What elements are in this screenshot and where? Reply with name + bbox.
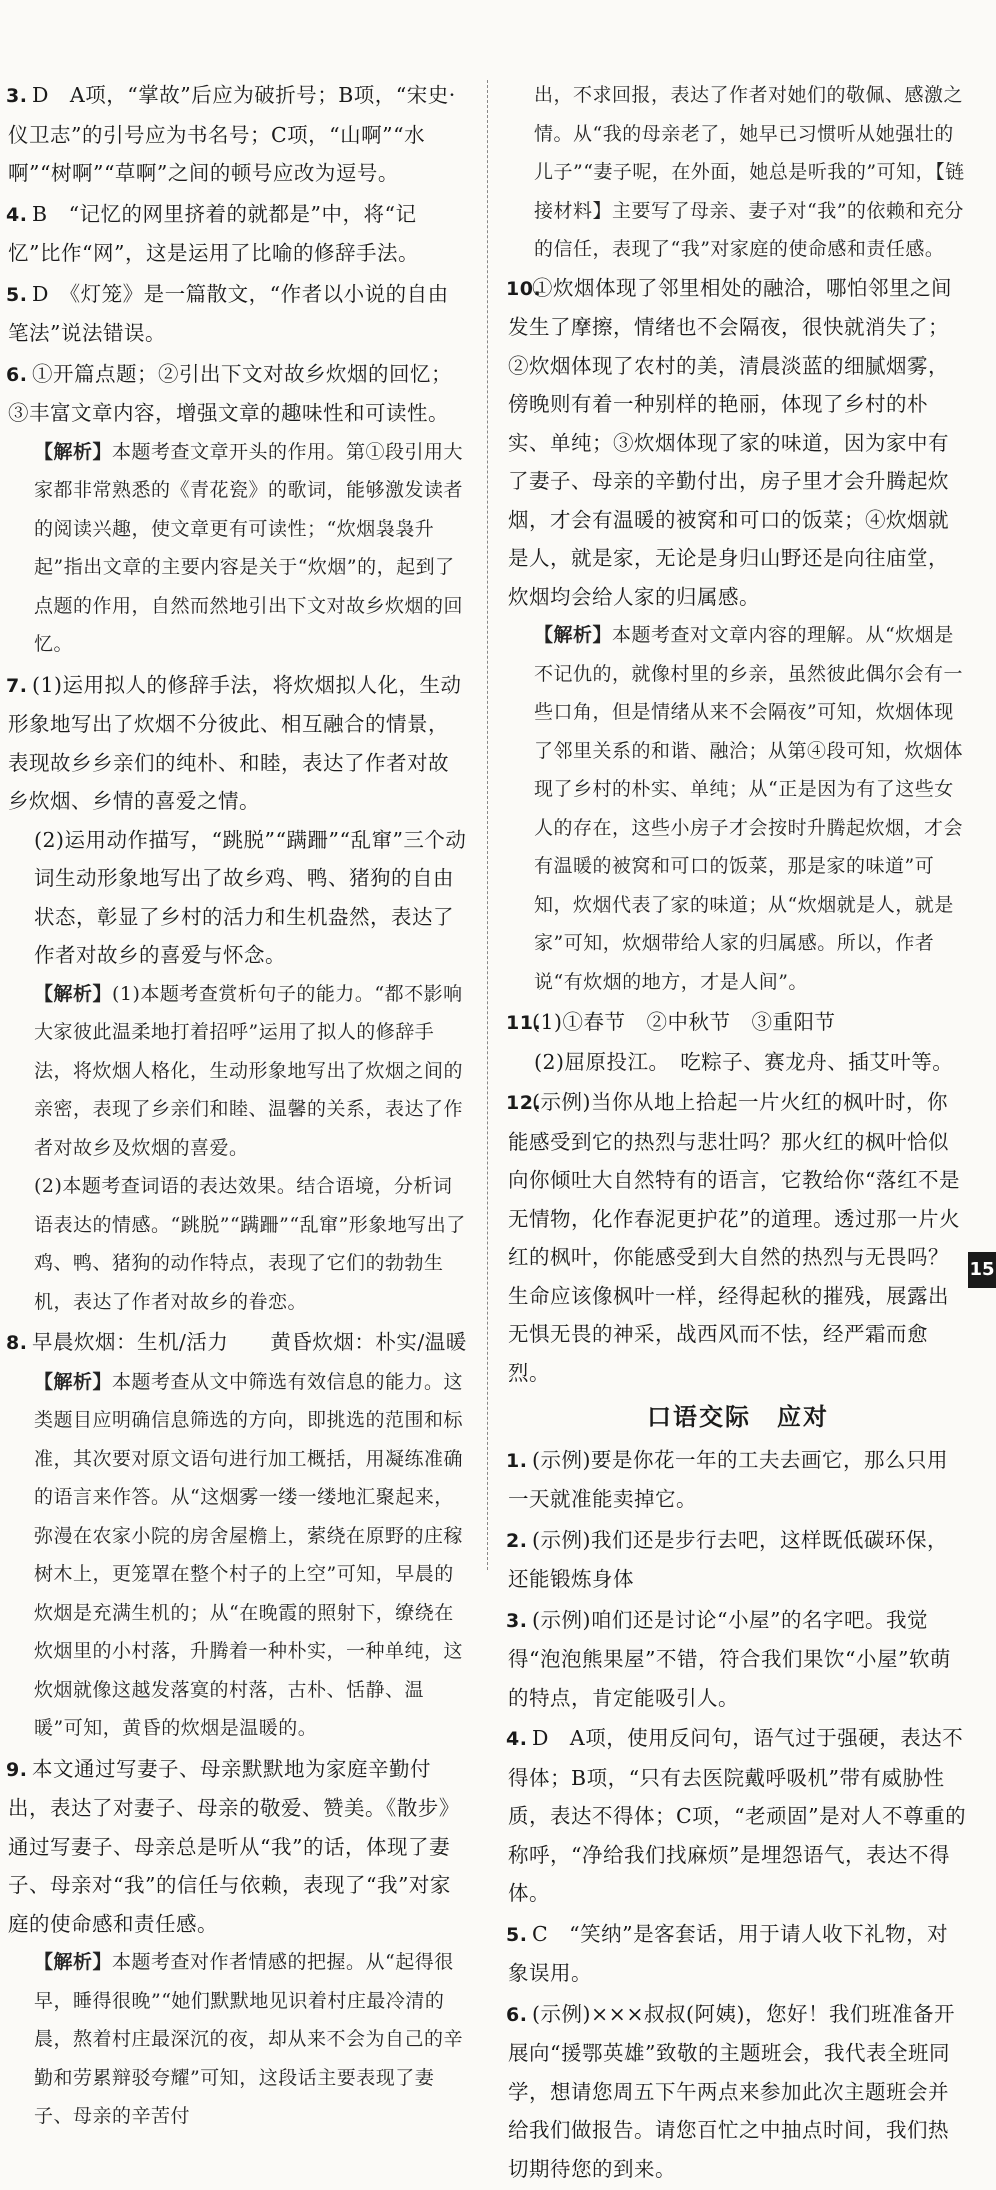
analysis-tag: 【解析】 bbox=[34, 440, 113, 463]
answer-number: 7. bbox=[6, 674, 28, 697]
analysis-text: 本题考查文章开头的作用。第①段引用大家都非常熟悉的《青花瓷》的歌词，能够激发读者的阅读兴趣，使文章更有可读性；“炊烟袅袅升起”指出文章的主要内容是关于“炊烟”的，起到了点题的作用，自然而然地引出下文对故乡炊烟的回忆。 bbox=[34, 440, 464, 655]
answer-12 bbox=[508, 1083, 968, 1392]
answer-text-part2: (2)运用动作描写，“跳脱”“蹒跚”“乱窜”三个动词生动形象地写出了故乡鸡、鸭、猪狗的自由状态，彰显了乡村的活力和生机盎然，表达了作者对故乡的喜爱与怀念。 bbox=[34, 827, 467, 967]
left-column bbox=[8, 76, 468, 2138]
speaking-answer-3 bbox=[508, 1601, 968, 1718]
answer-text: (1)①春节 ②中秋节 ③重阳节 bbox=[532, 1010, 836, 1034]
analysis-text: 本题考查对文章内容的理解。从“炊烟是不记仇的，就像村里的乡亲，虽然彼此偶尔会有一些口角，但是情绪从来不会隔夜”可知，炊烟体现了邻里关系的和谐、融洽；从第④段可知，炊烟体现了乡村的朴实、单纯；从“正是因为有了这些女人的存在，这些小房子才会按时升腾起炊烟，才会有温暖的被窝和可口的饭菜，那是家的味道”可知，炊烟代表了家的味道；从“炊烟就是人，就是家”可知，炊烟带给人家的归属感。所以，作者说“有炊烟的地方，才是人间”。 bbox=[534, 624, 964, 993]
answer-text-part2: (2)屈原投江。 吃粽子、赛龙舟、插艾叶等。 bbox=[534, 1049, 954, 1074]
analysis-text: 本题考查对作者情感的把握。从“起得很早，睡得很晚”“她们默默地见识着村庄最冷清的晨，熬着村庄最深沉的夜，却从来不会为自己的辛勤和劳累辩驳夸耀”可知，这段话主要表现了妻子、母亲的辛苦付 bbox=[34, 1951, 464, 2127]
analysis-continued: 出，不求回报，表达了作者对她们的敬佩、感激之情。从“我的母亲老了，她早已习惯听从她强壮的儿子”“妻子呢，在外面，她总是听我的”可知，【链接材料】主要写了母亲、妻子对“我”的依赖和充分的信任，表现了“我”对家庭的使命感和责任感。 bbox=[534, 84, 965, 260]
answer-number: 11. bbox=[506, 1012, 542, 1034]
answer-9 bbox=[8, 1750, 468, 2136]
answer-text: (示例)当你从地上拾起一片火红的枫叶时，你能感受到它的热烈与悲壮吗？那火红的枫叶恰似向你倾吐大自然特有的语言，它教给你“落红不是无情物，化作春泥更护花”的道理。透过那一片火红的枫叶，你能感受到大自然的热烈与无畏吗？生命应该像枫叶一样，经得起秋的摧残，展露出无惧无畏的神采，战西风而不怯，经严霜而愈烈。 bbox=[508, 1090, 960, 1385]
answer-4 bbox=[8, 195, 468, 273]
answer-text: (示例)×××叔叔(阿姨)，您好！我们班准备开展向“援鄂英雄”致敬的主题班会，我代表全班同学，想请您周五下午两点来参加此次主题班会并给我们做报告。请您百忙之中抽点时间，我们热切期待您的到来。 bbox=[508, 2001, 956, 2181]
answer-text: (示例)我们还是步行去吧，这样既低碳环保，还能锻炼身体 bbox=[508, 1527, 948, 1591]
answer-6 bbox=[8, 355, 468, 664]
answer-number: 12. bbox=[506, 1092, 542, 1114]
analysis bbox=[8, 1943, 468, 2136]
answer-number: 2. bbox=[506, 1529, 528, 1552]
answer-text: C “笑纳”是客套话，用于请人收下礼物，对象误用。 bbox=[508, 1921, 949, 1985]
analysis-text: (1)本题考查赏析句子的能力。“都不影响大家彼此温柔地打着招呼”运用了拟人的修辞手法，将炊烟人格化，生动形象地写出了炊烟之间的亲密，表现了乡亲们和睦、温馨的关系，表达了作者对故乡及炊烟的喜爱。 bbox=[34, 982, 464, 1159]
answer-10 bbox=[508, 269, 968, 1002]
column-divider bbox=[487, 80, 488, 1570]
answer-number: 3. bbox=[506, 1609, 528, 1632]
answer-number: 6. bbox=[506, 2003, 528, 2026]
answer-text: (1)运用拟人的修辞手法，将炊烟拟人化，生动形象地写出了炊烟不分彼此、相互融合的情景，表现故乡乡亲们的纯朴、和睦，表达了作者对故乡炊烟、乡情的喜爱之情。 bbox=[8, 672, 462, 813]
analysis bbox=[8, 975, 468, 1168]
speaking-answer-4 bbox=[508, 1719, 968, 1913]
answer-3 bbox=[8, 76, 468, 193]
analysis-text: 本题考查从文中筛选有效信息的能力。这类题目应明确信息筛选的方向，即挑选的范围和标准，其次要对原文语句进行加工概括，用凝练准确的语言来作答。从“这烟雾一缕一缕地汇聚起来，弥漫在农家小院的房舍屋檐上，萦绕在原野的庄稼树木上，更笼罩在整个村子的上空”可知，早晨的炊烟是充满生机的；从“在晚霞的照射下，缭绕在炊烟里的小村落，升腾着一种朴实，一种单纯，这炊烟就像这越发落寞的村落，古朴、恬静、温暖”可知，黄昏的炊烟是温暖的。 bbox=[34, 1370, 464, 1739]
answer-text: D A项，使用反问句，语气过于强硬，表达不得体；B项，“只有去医院戴呼吸机”带有威胁性质，表达不得体；C项，“老顽固”是对人不尊重的称呼，“净给我们找麻烦”是埋怨语气，表达不得体。 bbox=[508, 1726, 967, 1905]
speaking-answer-1 bbox=[508, 1441, 968, 1519]
analysis-tag: 【解析】 bbox=[34, 1951, 113, 1973]
speaking-answer-5 bbox=[508, 1915, 968, 1993]
answer-text: 早晨炊烟：生机/活力 黄昏炊烟：朴实/温暖 bbox=[32, 1330, 467, 1354]
analysis-part2: (2)本题考查词语的表达效果。结合语境，分析词语表达的情感。“跳脱”“蹒跚”“乱窜”形象地写出了鸡、鸭、猪狗的动作特点，表现了它们的勃勃生机，表达了作者对故乡的眷恋。 bbox=[34, 1175, 466, 1313]
answer-text: (示例)咱们还是讨论“小屋”的名字吧。我觉得“泡泡熊果屋”不错，符合我们果饮“小屋”软萌的特点，肯定能吸引人。 bbox=[508, 1607, 951, 1710]
answer-text: ①炊烟体现了邻里相处的融洽，哪怕邻里之间发生了摩擦，情绪也不会隔夜，很快就消失了；②炊烟体现了农村的美，清晨淡蓝的细腻烟雾，傍晚则有着一种别样的艳丽，体现了乡村的朴实、单纯；③炊烟体现了家的味道，因为家中有了妻子、母亲的辛勤付出，房子里才会升腾起炊烟，才会有温暖的被窝和可口的饭菜；④炊烟就是人，就是家，无论是身归山野还是向往庙堂，炊烟均会给人家的归属感。 bbox=[508, 275, 952, 609]
answer-number: 5. bbox=[6, 283, 28, 306]
right-column bbox=[508, 76, 968, 2190]
answer-number: 5. bbox=[506, 1923, 528, 1946]
answer-text: D 《灯笼》是一篇散文，“作者以小说的自由笔法”说法错误。 bbox=[8, 281, 449, 345]
analysis bbox=[8, 433, 468, 664]
answer-number: 4. bbox=[506, 1728, 528, 1750]
answer-7 bbox=[8, 666, 468, 1322]
analysis-tag: 【解析】 bbox=[34, 1370, 113, 1393]
analysis-tag: 【解析】 bbox=[534, 624, 613, 646]
answer-8 bbox=[8, 1323, 468, 1748]
answer-number: 9. bbox=[6, 1758, 28, 1781]
answer-number: 3. bbox=[6, 85, 28, 107]
section-title: 口语交际 应对 bbox=[647, 1403, 829, 1431]
analysis bbox=[8, 1363, 468, 1748]
analysis-tag: 【解析】 bbox=[34, 982, 113, 1005]
speaking-answer-6 bbox=[508, 1995, 968, 2189]
page-number: 15 bbox=[968, 1252, 996, 1288]
answer-number: 1. bbox=[506, 1449, 528, 1472]
answer-number: 8. bbox=[6, 1332, 28, 1354]
analysis bbox=[508, 616, 968, 1001]
answer-text: (示例)要是你花一年的工夫去画它，那么只用一天就准能卖掉它。 bbox=[508, 1447, 948, 1511]
speaking-answer-2 bbox=[508, 1521, 968, 1599]
answer-text: B “记忆的网里挤着的就都是”中，将“记忆”比作“网”，这是运用了比喻的修辞手法。 bbox=[8, 201, 419, 265]
answer-text: ①开篇点题；②引出下文对故乡炊烟的回忆；③丰富文章内容，增强文章的趣味性和可读性。 bbox=[8, 361, 452, 425]
answer-text: D A项，“掌故”后应为破折号；B项，“宋史·仪卫志”的引号应为书名号；C项，“山啊”“水啊”“树啊”“草啊”之间的顿号应改为逗号。 bbox=[8, 83, 456, 185]
answer-5 bbox=[8, 275, 468, 353]
answer-number: 6. bbox=[6, 363, 28, 386]
answer-11 bbox=[508, 1003, 968, 1081]
answer-number: 10. bbox=[506, 277, 542, 300]
answer-number: 4. bbox=[6, 203, 28, 226]
answer-text: 本文通过写妻子、母亲默默地为家庭辛勤付出，表达了对妻子、母亲的敬爱、赞美。《散步》通过写妻子、母亲总是听从“我”的话，体现了妻子、母亲对“我”的信任与依赖，表现了“我”对家庭的使命感和责任感。 bbox=[8, 1756, 460, 1936]
